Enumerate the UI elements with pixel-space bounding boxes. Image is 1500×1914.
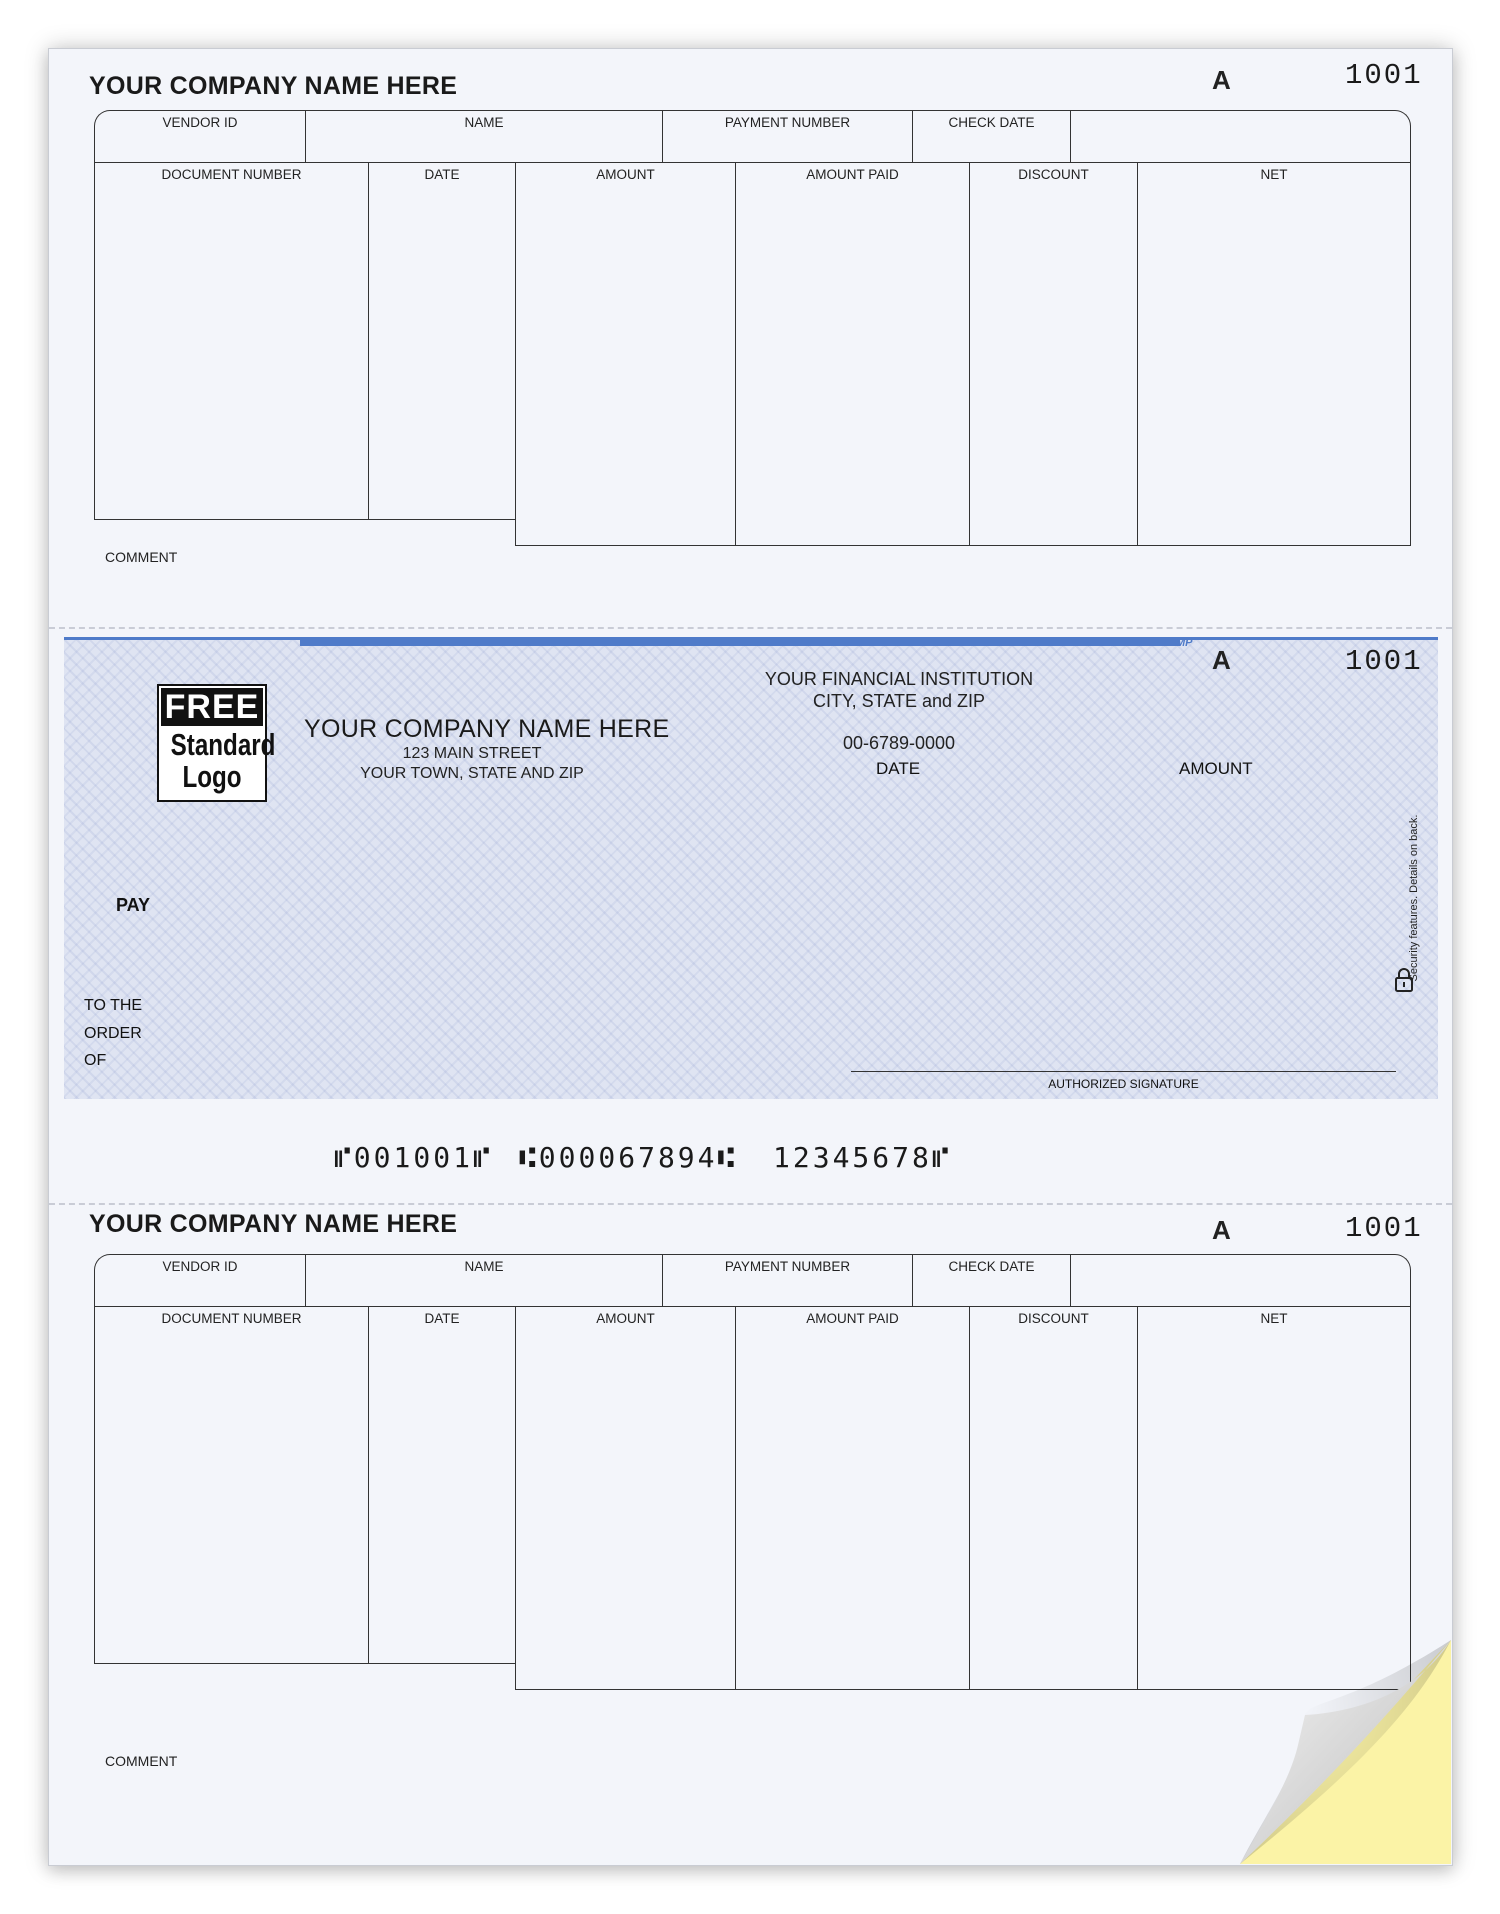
authorized-signature-label: AUTHORIZED SIGNATURE	[1048, 1077, 1199, 1091]
header-cell-name: NAME	[306, 1255, 663, 1307]
header-cell-check-date: CHECK DATE	[913, 111, 1071, 163]
header-cell-check-date: CHECK DATE	[913, 1255, 1071, 1307]
stub-check-number: 1001	[1345, 59, 1423, 92]
header-cell-payment-number: PAYMENT NUMBER	[663, 1255, 913, 1307]
check-series-letter: A	[1212, 645, 1231, 675]
perforation-line-bottom	[49, 1203, 1452, 1205]
date-label: DATE	[876, 759, 921, 778]
check-company-name: YOUR COMPANY NAME HERE	[304, 715, 670, 743]
column-document-number: DOCUMENT NUMBER	[94, 1306, 368, 1664]
column-date: DATE	[368, 162, 515, 520]
column-amount: AMOUNT	[515, 162, 735, 546]
check-number: 1001	[1345, 645, 1423, 678]
amount-label: AMOUNT	[1179, 759, 1253, 778]
bank-city: CITY, STATE and ZIP	[812, 691, 986, 711]
header-cell-vendor-id: VENDOR ID	[95, 111, 306, 163]
signature-line	[851, 1071, 1396, 1072]
of-label: OF	[84, 1052, 107, 1069]
stub-series-letter: A	[1212, 1215, 1231, 1245]
header-cell-name: NAME	[306, 111, 663, 163]
order-label: ORDER	[84, 1025, 142, 1042]
mp-mark: MP	[1176, 637, 1193, 649]
stub-company-name: YOUR COMPANY NAME HERE	[89, 72, 458, 100]
micr-routing-number: ⑆000067894⑆	[519, 1141, 738, 1174]
padlock-icon	[1394, 967, 1414, 993]
check-body	[64, 637, 1438, 1099]
column-amount-paid: AMOUNT PAID	[735, 162, 969, 546]
check-form-sheet	[48, 48, 1453, 1866]
column-date: DATE	[368, 1306, 515, 1664]
column-amount-paid: AMOUNT PAID	[735, 1306, 969, 1690]
header-cell-vendor-id: VENDOR ID	[95, 1255, 306, 1307]
company-address-line1: 123 MAIN STREET	[402, 745, 542, 762]
bottom-voucher-stub	[49, 1209, 1452, 1865]
stub-company-name: YOUR COMPANY NAME HERE	[89, 1210, 458, 1238]
bank-name: YOUR FINANCIAL INSTITUTION	[764, 669, 1034, 689]
stub-comment-label: COMMENT	[105, 1753, 178, 1769]
column-document-number: DOCUMENT NUMBER	[94, 162, 368, 520]
stub-header-row	[94, 110, 1411, 163]
column-amount: AMOUNT	[515, 1306, 735, 1690]
company-address-line2: YOUR TOWN, STATE AND ZIP	[360, 765, 584, 782]
micr-check-number: ⑈001001⑈	[334, 1141, 493, 1174]
column-net: NET	[1137, 162, 1411, 546]
stub-check-number: 1001	[1345, 1212, 1423, 1245]
top-voucher-stub	[49, 49, 1452, 627]
stub-series-letter: A	[1212, 65, 1231, 95]
free-standard-logo: FREE Standard Logo	[157, 684, 267, 802]
stub-header-row	[94, 1254, 1411, 1307]
pay-label: PAY	[116, 895, 151, 915]
stub-comment-label: COMMENT	[105, 549, 178, 565]
check-accent-band	[300, 637, 1180, 646]
column-net: NET	[1137, 1306, 1411, 1690]
micr-account-number: 12345678⑈	[773, 1141, 952, 1174]
perforation-line-top	[49, 627, 1452, 629]
column-discount: DISCOUNT	[969, 1306, 1137, 1690]
to-the-label: TO THE	[84, 997, 143, 1014]
header-cell-payment-number: PAYMENT NUMBER	[663, 111, 913, 163]
column-discount: DISCOUNT	[969, 162, 1137, 546]
routing-fraction: 00-6789-0000	[842, 733, 956, 753]
security-features-note: Security features. Details on back.	[1408, 814, 1420, 982]
